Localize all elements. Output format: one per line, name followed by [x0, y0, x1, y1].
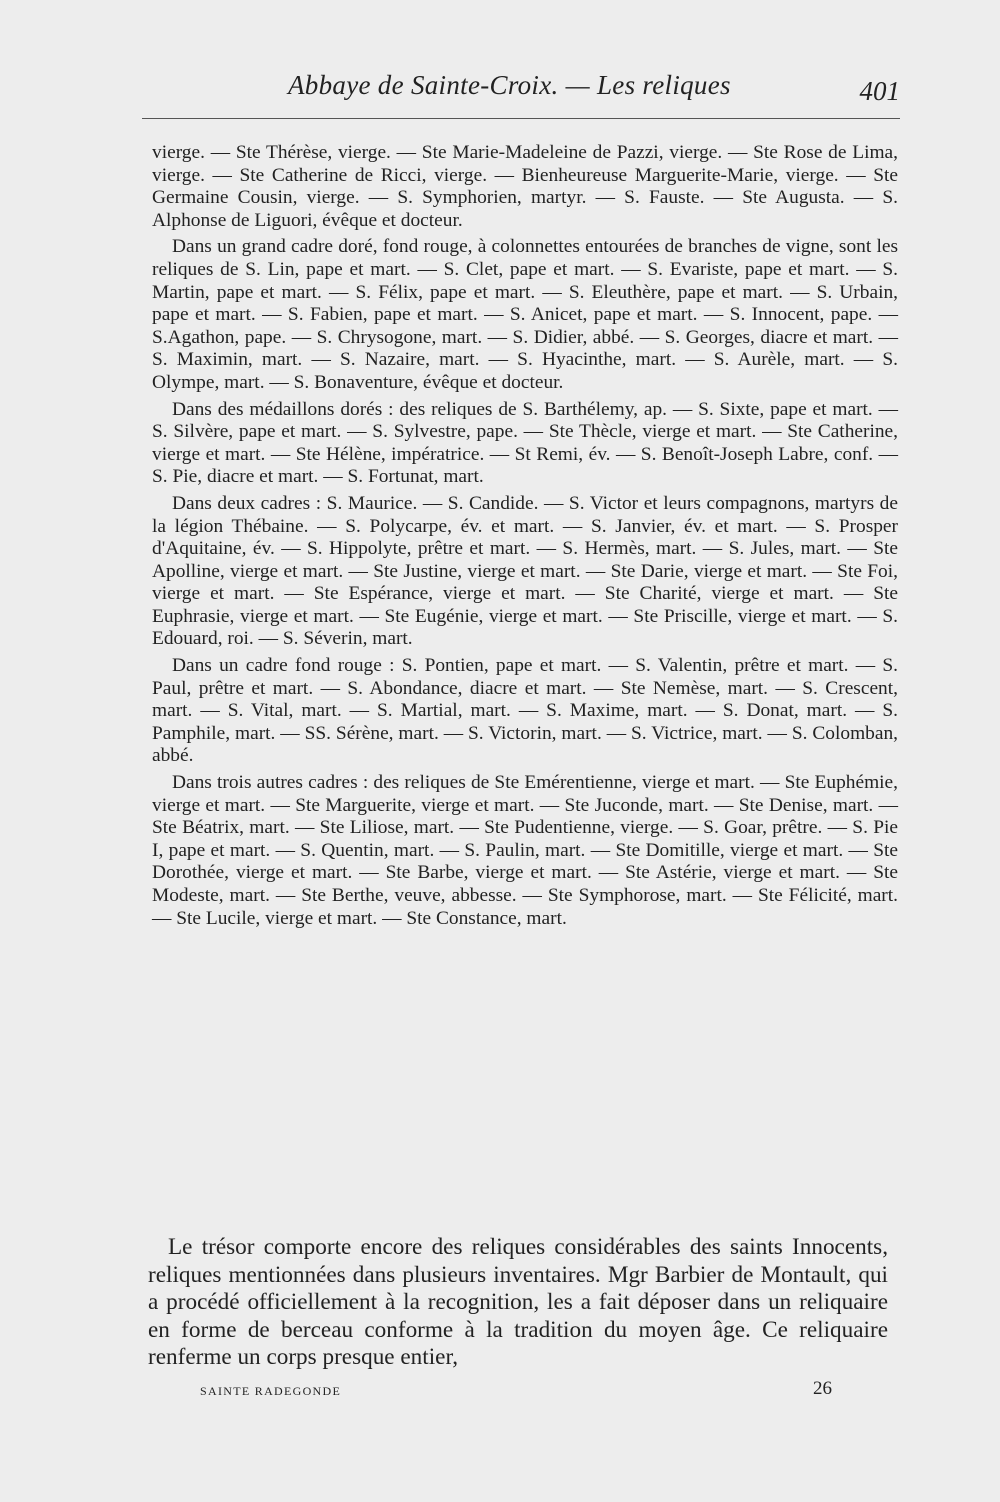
relics-list [152, 142, 898, 934]
paragraph-grand-cadre: Dans un grand cadre doré, fond rouge, à colonnettes entourées de branches de vigne, sont les reliques de S. Lin, pape et mart. — S. Clet, pape et mart. — S. Evariste, pape et mart. — S. Martin, pape et mart. — S. Félix, pape et mart. — S. Eleuthère, pape et mart. — S. Urbain, pape et mart. — S. Fabien, pape et mart. — S. Anicet, pape et mart. — S. Innocent, pape. — S.Agathon, pape. — S. Chrysogone, mart. — S. Didier, abbé. — S. Georges, diacre et mart. — S. Maximin, mart. — S. Nazaire, mart. — S. Hyacinthe, mart. — S. Aurèle, mart. — S. Olympe, mart. — S. Bonaventure, évêque et docteur. [152, 236, 898, 393]
running-title: Abbaye de Sainte-Croix. — Les reliques [288, 70, 731, 100]
running-head [158, 70, 900, 104]
header-rule [142, 118, 900, 119]
paragraph-continuation: vierge. — Ste Thérèse, vierge. — Ste Marie-Madeleine de Pazzi, vierge. — Ste Rose de Lima, vierge. — Ste Catherine de Ricci, vierge. — Bienheureuse Marguerite-Marie, vierge. — Ste Germaine Cousin, vierge. — S. Symphorien, martyr. — S. Fauste. — Ste Augusta. — S. Alphonse de Liguori, évêque et docteur. [152, 142, 898, 231]
paragraph-cadre-fond-rouge: Dans un cadre fond rouge : S. Pontien, pape et mart. — S. Valentin, prêtre et mart. — S. Paul, prêtre et mart. — S. Abondance, diacre et mart. — Ste Nemèse, mart. — S. Crescent, mart. — S. Vital, mart. — S. Martial, mart. — S. Maxime, mart. — S. Donat, mart. — S. Pamphile, mart. — SS. Sérène, mart. — S. Victorin, mart. — S. Victrice, mart. — S. Colomban, abbé. [152, 655, 898, 767]
page-number: 401 [859, 76, 900, 106]
signature-number: 26 [813, 1378, 832, 1399]
closing-text [148, 1234, 888, 1372]
paragraph-trois-cadres: Dans trois autres cadres : des reliques de Ste Emérentienne, vierge et mart. — Ste Euphémie, vierge et mart. — Ste Marguerite, vierge et mart. — Ste Juconde, mart. — Ste Denise, mart. — Ste Béatrix, mart. — Ste Liliose, mart. — Ste Pudentienne, vierge. — S. Goar, prêtre. — S. Pie I, pape et mart. — S. Quentin, mart. — S. Paulin, mart. — Ste Domitille, vierge et mart. — Ste Dorothée, vierge et mart. — Ste Barbe, vierge et mart. — Ste Astérie, vierge et mart. — Ste Modeste, mart. — Ste Berthe, veuve, abbesse. — Ste Symphorose, mart. — Ste Félicité, mart. — Ste Lucile, vierge et mart. — Ste Constance, mart. [152, 772, 898, 929]
paragraph-deux-cadres: Dans deux cadres : S. Maurice. — S. Candide. — S. Victor et leurs compagnons, martyrs de la légion Thébaine. — S. Polycarpe, év. et mart. — S. Janvier, év. et mart. — S. Prosper d'Aquitaine, év. — S. Hippolyte, prêtre et mart. — S. Hermès, mart. — S. Jules, mart. — Ste Apolline, vierge et mart. — Ste Justine, vierge et mart. — Ste Darie, vierge et mart. — Ste Foi, vierge et mart. — Ste Espérance, vierge et mart. — Ste Charité, vierge et mart. — Ste Euphrasie, vierge et mart. — Ste Eugénie, vierge et mart. — Ste Priscille, vierge et mart. — S. Edouard, roi. — S. Séverin, mart. [152, 492, 898, 650]
paragraph-tresor: Le trésor comporte encore des reliques considérables des saints Innocents, reliques mentionnées dans plusieurs inventaires. Mgr Barbier de Montault, qui a procédé officiellement à la recognition, les a fait déposer dans un reliquaire en forme de berceau conforme à la tradition du moyen âge. Ce reliquaire renferme un corps presque entier, [148, 1234, 888, 1371]
paragraph-medaillons: Dans des médaillons dorés : des reliques de S. Barthélemy, ap. — S. Sixte, pape et mart. — S. Silvère, pape et mart. — S. Sylvestre, pape. — Ste Thècle, vierge et mart. — Ste Catherine, vierge et mart. — Ste Hélène, impératrice. — St Remi, év. — S. Benoît-Joseph Labre, conf. — S. Pie, diacre et mart. — S. Fortunat, mart. [152, 398, 898, 488]
signature-mark: SAINTE RADEGONDE [200, 1384, 342, 1398]
